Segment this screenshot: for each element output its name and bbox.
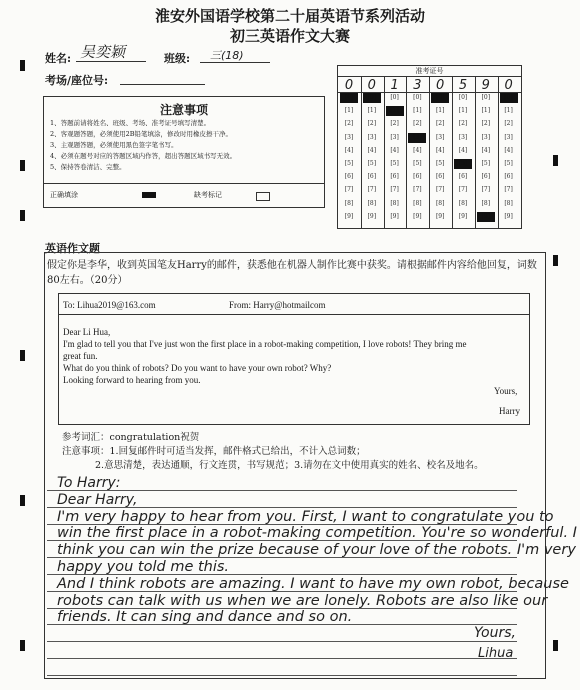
exam-id-bubble[interactable]: [6]	[481, 173, 491, 181]
seat-field	[120, 83, 205, 85]
exam-id-bubble[interactable]: [3]	[481, 133, 491, 141]
exam-id-bubble[interactable]: [5]	[435, 160, 445, 167]
email-body	[63, 326, 523, 386]
exam-id-bubble[interactable]: [4]	[344, 146, 354, 154]
exam-id-bubble[interactable]: [8]	[367, 199, 377, 207]
exam-id-digit: 5	[458, 78, 468, 93]
section-title: 英语作文题	[45, 242, 100, 255]
exam-id-bubble[interactable]: [8]	[458, 199, 468, 207]
exam-id-column	[385, 78, 405, 226]
exam-id-digit: 0	[367, 78, 376, 93]
exam-id-digit: 0	[436, 78, 445, 93]
exam-id-bubble[interactable]: [7]	[481, 186, 491, 194]
ruled-line	[47, 641, 517, 642]
exam-id-bubble[interactable]: [9]	[435, 212, 445, 220]
notice-item: 2、客观题答题，必须使用2B铅笔填涂，修改时用橡皮擦干净。	[50, 130, 233, 138]
exam-id-bubble[interactable]: [0]	[390, 94, 399, 101]
exam-id-column	[476, 78, 496, 226]
exam-id-bubble[interactable]: [1]	[481, 107, 491, 115]
email-greeting: Dear Li Hua,	[63, 327, 111, 337]
margin-mark	[20, 350, 25, 361]
notice-box	[43, 96, 325, 208]
exam-id-bubble[interactable]: [9]	[390, 212, 399, 220]
exam-id-bubble[interactable]: [8]	[413, 199, 422, 207]
email-signature: Harry	[499, 406, 520, 416]
note-2: 2.意思清楚，表达通顺，行文连贯，书写规范；3.请勿在文中使用真实的姓名、校名及地名。	[95, 460, 484, 471]
email-line: What do you think of robots? Do you want to have your own robot? Why?	[63, 363, 332, 373]
exam-id-bubble[interactable]: [4]	[504, 146, 513, 154]
exam-id-grid	[337, 65, 522, 229]
exam-id-bubble[interactable]: [2]	[413, 120, 422, 128]
exam-id-column	[430, 78, 450, 226]
exam-id-bubble[interactable]: [0]	[413, 94, 422, 101]
exam-id-bubble[interactable]: [4]	[435, 146, 445, 154]
exam-id-bubble[interactable]: [7]	[390, 186, 399, 194]
correct-fill-label: 正确填涂	[50, 191, 78, 199]
exam-id-bubble[interactable]: [7]	[413, 186, 422, 194]
note-1: 注意事项：1.回复邮件时可适当发挥，邮件格式已给出，不计入总词数；	[62, 446, 366, 457]
exam-id-digit: 0	[504, 78, 513, 93]
exam-id-bubble[interactable]: [7]	[367, 186, 377, 194]
essay-closing: Yours,	[474, 625, 516, 641]
absent-mark-label: 缺考标记	[194, 191, 222, 199]
exam-id-bubble[interactable]: [7]	[504, 186, 513, 194]
email-box	[58, 293, 530, 425]
exam-id-bubble[interactable]: [9]	[477, 212, 495, 222]
notice-item: 1、答题前请将姓名、班级、考场、准考证号填写清楚。	[50, 119, 211, 127]
class-value: 三(18)	[210, 49, 244, 62]
exam-id-digit: 1	[390, 78, 399, 93]
essay-line: I'm very happy to hear from you. First, I want to congratulate you to	[57, 508, 554, 525]
exam-id-bubble[interactable]: [6]	[367, 173, 377, 181]
exam-id-bubble[interactable]: [3]	[504, 133, 513, 141]
exam-id-bubble[interactable]: [3]	[458, 133, 468, 141]
class-label: 班级:	[164, 52, 191, 65]
exam-id-column	[339, 78, 359, 226]
exam-id-bubble[interactable]: [6]	[413, 173, 422, 181]
name-label: 姓名:	[45, 52, 72, 65]
exam-id-bubble[interactable]: [0]	[431, 93, 449, 103]
notice-title: 注意事项	[159, 103, 208, 117]
exam-id-bubble[interactable]: [3]	[344, 133, 354, 141]
margin-mark	[20, 495, 25, 506]
exam-id-bubble[interactable]: [0]	[363, 93, 381, 103]
exam-id-bubble[interactable]: [1]	[413, 107, 422, 115]
exam-id-bubble[interactable]: [2]	[435, 120, 445, 128]
exam-id-bubble[interactable]: [7]	[435, 186, 445, 194]
contest-title: 初三英语作文大赛	[229, 27, 350, 45]
email-line: Looking forward to hearing from you.	[63, 375, 201, 385]
exam-id-bubble[interactable]: [0]	[481, 94, 491, 101]
exam-id-bubble[interactable]: [9]	[413, 212, 422, 220]
exam-id-bubble[interactable]: [0]	[340, 93, 358, 103]
essay-line: happy you told me this.	[57, 559, 230, 575]
exam-id-digit: 3	[413, 78, 422, 93]
exam-id-bubble[interactable]: [9]	[504, 212, 513, 220]
email-closing: Yours,	[494, 386, 518, 396]
exam-id-bubble[interactable]: [2]	[344, 120, 354, 128]
email-to: To: Lihua2019@163.com	[63, 300, 156, 310]
essay-line: win the first place in a robot-making competition. You're so wonderful. I	[57, 525, 577, 542]
exam-id-bubble[interactable]: [6]	[504, 173, 513, 181]
exam-id-bubble[interactable]: [6]	[390, 173, 399, 181]
exam-id-bubble[interactable]: [6]	[435, 173, 445, 181]
exam-id-bubble[interactable]: [2]	[504, 120, 513, 128]
exam-id-bubble[interactable]: [4]	[367, 146, 377, 154]
exam-id-bubble[interactable]: [8]	[481, 199, 491, 207]
absent-checkbox[interactable]	[256, 192, 270, 201]
ruled-line	[47, 675, 517, 676]
essay-line: To Harry:	[57, 475, 121, 491]
essay-line: And I think robots are amazing. I want to have my own robot, because	[57, 575, 569, 592]
exam-id-bubble[interactable]: [1]	[458, 107, 468, 115]
exam-id-column	[499, 78, 519, 226]
essay-signature: Lihua	[478, 646, 514, 661]
exam-id-bubble[interactable]: [4]	[481, 146, 491, 154]
margin-mark	[20, 160, 25, 171]
margin-mark	[553, 155, 558, 166]
exam-id-digit: 0	[344, 78, 354, 93]
exam-id-bubble[interactable]: [5]	[454, 159, 472, 169]
margin-mark	[553, 640, 558, 651]
exam-id-bubble[interactable]: [7]	[458, 186, 468, 194]
exam-id-bubble[interactable]: [1]	[435, 107, 445, 115]
exam-id-bubble[interactable]: [5]	[344, 160, 354, 167]
exam-id-bubble[interactable]: [0]	[500, 93, 518, 103]
exam-id-bubble[interactable]: [3]	[408, 133, 426, 143]
exam-id-bubble[interactable]: [0]	[458, 94, 468, 101]
exam-id-bubble[interactable]: [5]	[413, 160, 422, 167]
exam-id-bubble[interactable]: [4]	[458, 146, 468, 154]
seat-label: 考场/座位号:	[45, 74, 109, 87]
exam-id-digit: 9	[481, 78, 490, 93]
exam-id-bubble[interactable]: [3]	[390, 133, 399, 141]
exam-id-bubble[interactable]: [9]	[458, 212, 468, 220]
exam-id-bubble[interactable]: [3]	[435, 133, 445, 141]
exam-id-bubble[interactable]: [8]	[344, 199, 354, 207]
exam-id-bubble[interactable]: [1]	[386, 106, 404, 116]
exam-id-bubble[interactable]: [2]	[481, 120, 491, 128]
student-name: 吴奕颖	[80, 43, 126, 61]
exam-id-bubble[interactable]: [5]	[504, 160, 513, 167]
exam-id-bubble[interactable]: [6]	[458, 173, 468, 181]
email-line: I'm glad to tell you that I've just won the first place in a robot-making competition, I love robots! They bring me	[63, 339, 467, 349]
email-line: great fun.	[63, 351, 98, 361]
essay-line: think you can win the prize because of your love of the robots. I'm very	[57, 542, 576, 559]
exam-id-bubble[interactable]: [2]	[367, 120, 377, 128]
event-title: 淮安外国语学校第二十届英语节系列活动	[154, 7, 425, 25]
exam-id-bubble[interactable]: [1]	[504, 107, 513, 115]
exam-id-bubble[interactable]: [5]	[390, 160, 399, 167]
exam-id-bubble[interactable]: [8]	[390, 199, 399, 207]
ruled-line	[47, 658, 517, 659]
email-from: From: Harry@hotmailcom	[229, 300, 326, 310]
exam-id-bubble[interactable]: [8]	[504, 199, 513, 207]
essay-line: friends. It can sing and dance and so on.	[57, 609, 353, 626]
exam-id-bubble[interactable]: [1]	[344, 107, 354, 115]
margin-mark	[20, 210, 25, 221]
notice-item: 3、主观题答题，必须使用黑色签字笔书写。	[50, 141, 178, 149]
vocab-note: 参考词汇：congratulation祝贺	[62, 432, 200, 443]
notice-item: 5、保持答卷清洁、完整。	[50, 163, 126, 171]
essay-line: robots can talk with us when we are lonely. Robots are also like our	[57, 592, 548, 609]
exam-id-bubble[interactable]: [7]	[344, 186, 354, 194]
notice-item: 4、必须在题号对应的答题区域内作答，超出答题区域书写无效。	[50, 152, 237, 160]
exam-id-bubble[interactable]: [4]	[413, 146, 422, 154]
exam-id-bubble[interactable]: [9]	[367, 212, 377, 220]
exam-id-bubble[interactable]: [6]	[344, 173, 354, 181]
essay-prompt: 假定你是李华，收到英国笔友Harry的邮件，获悉他在机器人制作比赛中获奖。请根据邮件内容给他回复，词数80左右。（20分）	[47, 260, 537, 286]
exam-id-bubble[interactable]: [3]	[367, 133, 377, 141]
exam-id-column	[453, 78, 473, 226]
exam-id-column	[362, 78, 382, 226]
margin-mark	[20, 60, 25, 71]
essay-line: Dear Harry,	[57, 491, 138, 508]
margin-mark	[553, 255, 558, 266]
correct-fill-sample	[142, 192, 156, 198]
exam-id-bubble[interactable]: [9]	[344, 212, 354, 220]
exam-id-bubble[interactable]: [5]	[481, 160, 491, 167]
exam-id-column	[407, 78, 427, 226]
exam-id-bubble[interactable]: [2]	[390, 120, 399, 128]
exam-id-bubble[interactable]: [2]	[458, 120, 468, 128]
exam-id-bubble[interactable]: [4]	[390, 146, 399, 154]
exam-id-bubble[interactable]: [5]	[367, 160, 377, 167]
margin-mark	[20, 640, 25, 651]
exam-id-bubble[interactable]: [8]	[435, 199, 445, 207]
exam-id-label: 准考证号	[338, 66, 521, 77]
exam-id-bubble[interactable]: [1]	[367, 107, 377, 115]
